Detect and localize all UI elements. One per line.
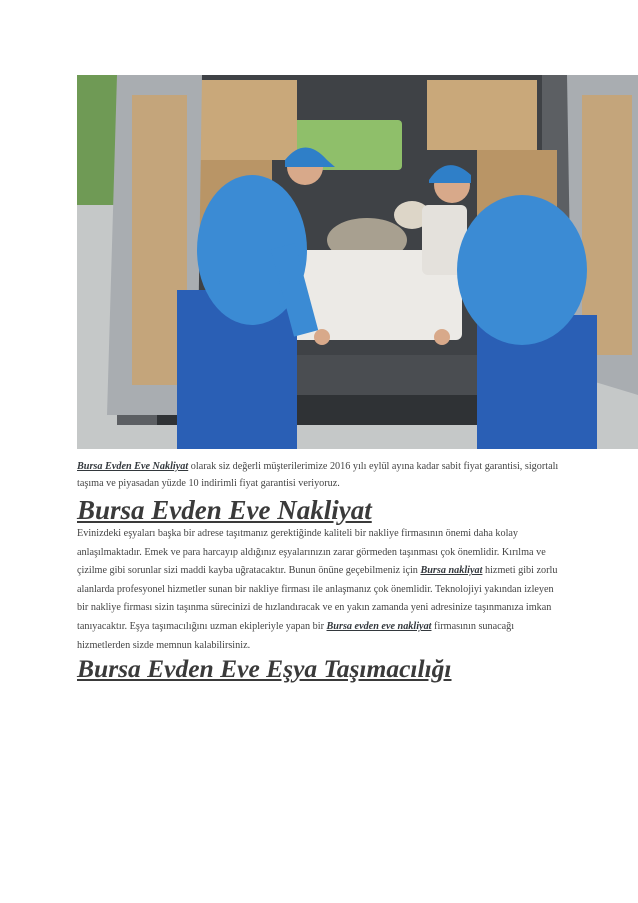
movers-photo [77,75,638,449]
article-content [77,458,563,683]
heading-2: Bursa Evden Eve Eşya Taşımacılığı [77,654,452,684]
body-text-2: hizmeti gibi zorlu alanlarda profesyonel hizmetler sunan bir nakliye firması ile anlaşmanız çok önemlidir. Teknolojiyi yakından izleyen bir nakliye firması sizin taşınma sürecinizi de hızlandıracak ve en yakın zamanda yeni adresinize taşınmanıza imkan tanıyacaktır. Eşya taşımacılığını uzman ekipleriyle yapan bir [77,565,558,632]
body-text-3: firmasının sunacağı hizmetlerden sizde memnun kalabilirsiniz. [77,620,515,651]
intro-paragraph [77,458,563,492]
intro-text: olarak siz değerli müşterilerimize 2016 yılı eylül ayına kadar sabit fiyat garantisi, sigortalı taşıma ve piyasadan yüzde 10 indirimli fiyat garantisi veriyoruz. [77,461,559,489]
body-paragraph [77,525,563,655]
bursa-evden-eve-nakliyat-link[interactable]: Bursa evden eve nakliyat [326,620,432,632]
movers-illustration [77,75,638,449]
heading-1: Bursa Evden Eve Nakliyat [77,495,372,525]
bursa-nakliyat-link[interactable]: Bursa nakliyat [420,565,483,577]
body-text-1: Evinizdeki eşyaları başka bir adrese taşıtmanız gerektiğinde kaliteli bir nakliye firmasının önemi daha kolay anlaşılmaktadır. Emek ve para harcayıp aldığınız eşyalarınızın zarar görmeden taşınması çok önemlidir. Kırılma ve çizilme gibi sorunlar sizi maddi kayba uğratacaktır. Bunun önüne geçebilmeniz için [77,528,546,577]
intro-keyword-link[interactable]: Bursa Evden Eve Nakliyat [77,461,189,472]
